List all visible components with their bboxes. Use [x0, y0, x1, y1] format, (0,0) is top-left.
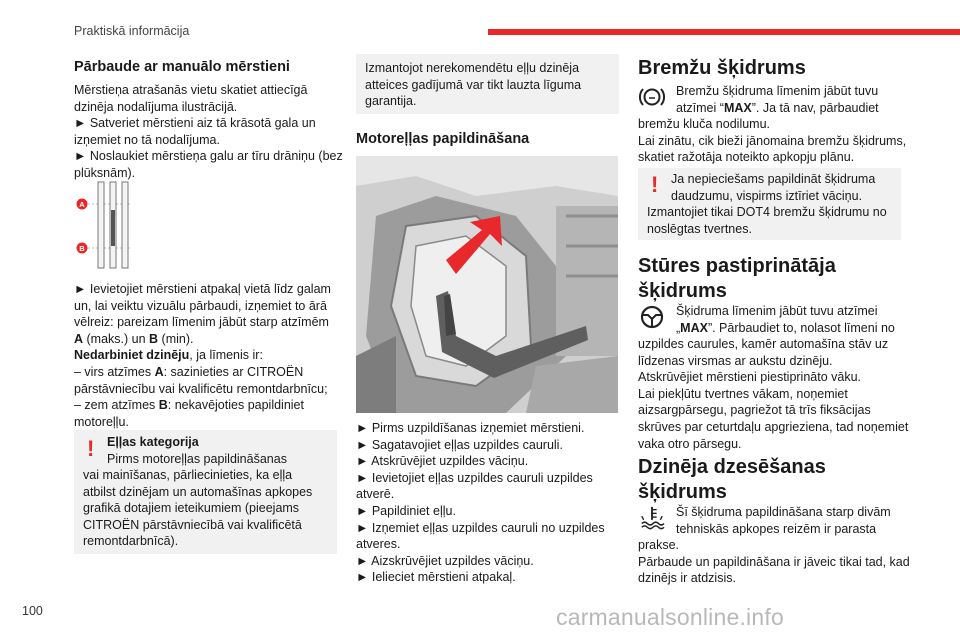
text-line: garantija.	[365, 94, 417, 109]
text-line: daudzumu, vispirms iztīriet vāciņu.	[671, 188, 863, 203]
text-line: prakse.	[638, 538, 679, 552]
text-line: Pārbaude un papildināšana ir jāveic tikai tad, kad	[638, 554, 910, 569]
mark-a-ref: A	[154, 364, 164, 379]
max-mark: MAX	[723, 100, 752, 115]
heading-line: Dzinēja dzesēšanas	[638, 456, 826, 478]
warning-text	[83, 467, 333, 550]
watermark: carmanualsonline.info	[556, 604, 784, 630]
dipstick-instructions	[74, 281, 344, 430]
text-line: Ja nepieciešams papildināt šķidruma	[671, 172, 876, 186]
text-span: (maks.) un	[83, 331, 150, 346]
text-line: ► Ielieciet mērstieni atpakaļ.	[356, 570, 516, 585]
text-line: atverē.	[356, 487, 395, 502]
brake-fluid-icon	[638, 84, 666, 110]
text-line	[74, 364, 344, 381]
text-line: ► Pirms uzpildīšanas izņemiet mērstieni.	[356, 421, 585, 435]
brake-text	[638, 116, 908, 166]
text-line: dzinējs ir atdzisis.	[638, 571, 736, 586]
text-line: plūksnām).	[74, 165, 136, 180]
text-line: bremžu kluča nodilumu.	[638, 117, 771, 131]
text-line: ► Sagatavojiet eļļas uzpildes cauruli.	[356, 437, 563, 452]
text-line: grafikā dotajiem ieteikumiem (pieejams	[83, 501, 300, 516]
steering-fluid-heading	[638, 254, 836, 304]
text-line: pārstāvniecību vai kvalificētu remontdarbnīcu;	[74, 381, 328, 396]
text-line: Pirms motoreļļas papildināšanas	[107, 451, 287, 466]
text-line: Izmantojot nerekomendētu eļļu dzinēja	[365, 61, 580, 75]
text-line: vēlreiz: pareizam līmenim jābūt starp atzīmēm	[74, 315, 329, 330]
text-span: (min).	[158, 331, 194, 346]
heading-line: šķidrums	[638, 280, 727, 302]
warning-text	[107, 434, 332, 467]
text-span: : sazinieties ar CITROËN	[163, 364, 304, 379]
text-line: tehniskās apkopes reizēm ir parasta	[676, 521, 877, 536]
text-line: ► Atskrūvējiet uzpildes vāciņu.	[356, 454, 529, 469]
heading-line: šķidrums	[638, 481, 727, 503]
dipstick-heading: Pārbaude ar manuālo mērstieni	[74, 59, 290, 75]
text-line: dzinēja nodalījuma ilustrācijā.	[74, 99, 238, 114]
text-line: ► Satveriet mērstieni aiz tā krāsotā gala un	[74, 116, 316, 131]
text-span: „	[676, 320, 681, 335]
coolant-text	[638, 537, 908, 587]
coolant-icon	[638, 505, 666, 531]
oil-topup-steps	[356, 420, 626, 586]
warning-text	[671, 171, 896, 204]
text-line: motoreļļu.	[74, 414, 129, 429]
text-line: vai mainīšanas, pārliecinieties, ka eļļa	[83, 468, 293, 482]
text-line: Izmantojiet tikai DOT4 bremžu šķidrumu no	[647, 205, 887, 219]
text-line	[676, 100, 906, 117]
engine-oil-filler-photo	[356, 156, 618, 413]
text-line: un, lai veiktu vizuālu pārbaudi, izņemiet to ārā	[74, 298, 327, 313]
warning-text	[647, 204, 897, 237]
column-left	[74, 58, 344, 182]
text-line: remontdarbnīcā).	[83, 534, 179, 549]
dipstick-illustration	[74, 180, 154, 270]
text-line: noslēgtas tvertnes.	[647, 221, 752, 236]
text-span: : nekavējoties papildiniet	[167, 398, 304, 413]
mark-b-ref: B	[158, 398, 168, 413]
text-line: līdzenas virsmas ar aukstu dzinēju.	[638, 353, 833, 368]
warning-title: Eļļas kategorija	[107, 435, 199, 449]
text-line	[676, 320, 906, 337]
section-title: Praktiskā informācija	[74, 24, 190, 38]
text-line: aizsargpārsegu, pagriežot tā trīs fiksācijas	[638, 403, 871, 418]
header-accent-bar	[488, 29, 960, 35]
text-line: Atskrūvējiet mērstieni piestiprināto vāku.	[638, 370, 862, 385]
note-text	[365, 60, 615, 110]
text-line: Lai piekļūtu tvertnes vākam, noņemiet	[638, 386, 848, 401]
warning-exclamation-icon: !	[87, 436, 95, 461]
brake-text-indent	[676, 83, 906, 116]
coolant-heading	[638, 455, 826, 505]
text-span: ”. Pārbaudiet to, nolasot līmeni no	[707, 320, 895, 335]
text-line: Mērstieņa atrašanās vietu skatiet attiecīgā	[74, 83, 308, 97]
text-line: ► Ievietojiet eļļas uzpildes cauruli uzpildes	[356, 470, 593, 485]
steering-text-indent	[676, 303, 906, 336]
text-line: skrūves par ceturtdaļu apgrieziena, tad noņemiet	[638, 419, 909, 434]
page-number: 100	[22, 604, 43, 618]
text-span: ”. Ja tā nav, pārbaudiet	[751, 100, 879, 115]
oil-grade-warning-box	[74, 430, 337, 554]
brake-warning-box	[638, 168, 901, 240]
text-line: atveres.	[356, 537, 401, 552]
do-not-run-engine: Nedarbiniet dzinēju	[74, 348, 190, 363]
text-span: – virs atzīmes	[74, 364, 155, 379]
brake-fluid-heading: Bremžu šķidrums	[638, 57, 806, 79]
mark-a-ref: A	[74, 331, 84, 346]
text-line: ► Papildiniet eļļu.	[356, 503, 456, 518]
max-mark: MAX	[680, 320, 708, 335]
text-line: ► Noslaukiet mērstieņa galu ar tīru drāniņu (bez	[74, 149, 343, 164]
text-line	[74, 347, 344, 364]
text-line: ► Ievietojiet mērstieni atpakaļ vietā līdz galam	[74, 282, 331, 296]
warranty-note-box	[356, 54, 619, 114]
mark-a-label: A	[79, 200, 85, 209]
power-steering-icon	[638, 304, 666, 330]
mark-b-ref: B	[149, 331, 159, 346]
text-line: ► Izņemiet eļļas uzpildes cauruli no uzpildes	[356, 520, 605, 535]
steering-text	[638, 336, 908, 452]
text-line: CITROËN pārstāvniecībā vai kvalificētā	[83, 517, 302, 532]
text-line: izņemiet no tā nodalījuma.	[74, 132, 220, 147]
text-line	[74, 331, 344, 348]
text-line: atteices gadījumā var tikt lauzta līguma	[365, 77, 582, 92]
text-line: vaka otro pārsegu.	[638, 436, 742, 451]
text-line: Šī šķidruma papildināšana starp divām	[676, 505, 891, 519]
text-line: Bremžu šķidruma līmenim jābūt tuvu	[676, 84, 879, 98]
text-span: – zem atzīmes	[74, 398, 159, 413]
text-line	[74, 397, 344, 414]
text-line: atbilst dzinējam un automašīnas apkopes	[83, 484, 313, 499]
text-span: , ja līmenis ir:	[189, 348, 263, 363]
text-line: uzpildes caurules, kamēr automašīna stāv uz	[638, 337, 889, 351]
text-line: ► Aizskrūvējiet uzpildes vāciņu.	[356, 553, 534, 568]
text-line: Lai zinātu, cik bieži jānomaina bremžu šķidrums,	[638, 133, 907, 148]
text-line: Šķidruma līmenim jābūt tuvu atzīmei	[676, 304, 878, 318]
mark-b-label: B	[79, 244, 85, 253]
oil-topup-heading: Motoreļļas papildināšana	[356, 131, 530, 147]
text-span: atzīmei “	[676, 100, 724, 115]
text-line: skatiet ražotāja noteikto apkopju plānu.	[638, 150, 855, 165]
heading-line: Stūres pastiprinātāja	[638, 255, 836, 277]
coolant-text-indent	[676, 504, 906, 537]
engine-bay-drawing	[356, 156, 618, 413]
warning-exclamation-icon: !	[651, 172, 659, 197]
